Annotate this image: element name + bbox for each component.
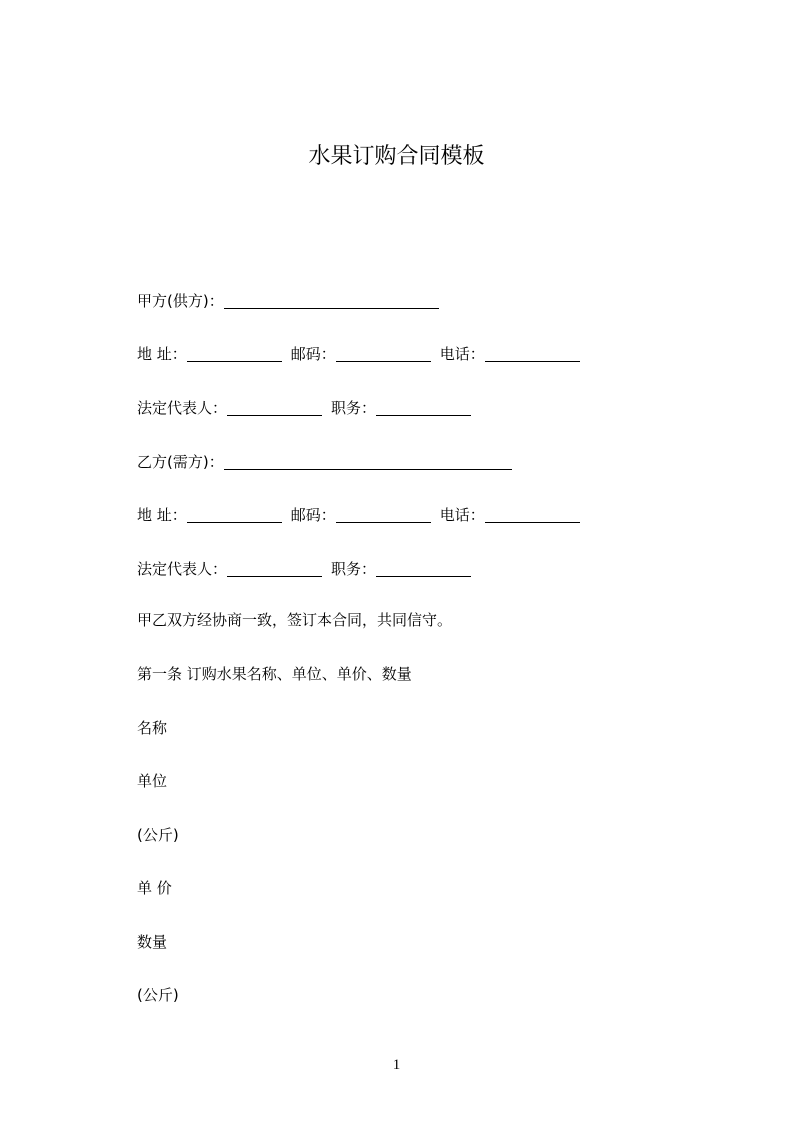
party-b-rep-label: 法定代表人： bbox=[137, 560, 228, 578]
party-b-phone-field[interactable] bbox=[485, 504, 580, 523]
party-a-rep-line bbox=[137, 397, 471, 419]
party-a-position-field[interactable] bbox=[376, 397, 471, 416]
column-unit: 单位 bbox=[137, 772, 168, 790]
party-b-rep-field[interactable] bbox=[227, 558, 322, 577]
party-a-address-field[interactable] bbox=[187, 343, 282, 362]
party-b-label: 乙方(需方)： bbox=[137, 453, 224, 471]
party-b-name-field[interactable] bbox=[224, 451, 512, 470]
party-a-position-label: 职务： bbox=[331, 399, 377, 417]
agreement-text: 甲乙双方经协商一致，签订本合同，共同信守。 bbox=[137, 611, 453, 629]
page-number: 1 bbox=[392, 1057, 401, 1073]
party-a-contact-line bbox=[137, 343, 580, 365]
party-a-line bbox=[137, 290, 439, 312]
column-unit-sub: (公斤) bbox=[137, 826, 179, 844]
party-b-position-label: 职务： bbox=[331, 560, 377, 578]
party-b-contact-line bbox=[137, 504, 580, 526]
party-a-rep-label: 法定代表人： bbox=[137, 399, 228, 417]
party-b-postcode-label: 邮码： bbox=[290, 506, 336, 524]
party-b-phone-label: 电话： bbox=[439, 506, 485, 524]
column-quantity-sub: (公斤) bbox=[137, 986, 179, 1004]
party-a-rep-field[interactable] bbox=[227, 397, 322, 416]
document-title: 水果订购合同模板 bbox=[308, 144, 485, 169]
party-a-address-label: 地 址： bbox=[137, 345, 187, 363]
party-a-postcode-label: 邮码： bbox=[290, 345, 336, 363]
party-a-phone-field[interactable] bbox=[485, 343, 580, 362]
party-b-postcode-field[interactable] bbox=[336, 504, 431, 523]
party-b-address-label: 地 址： bbox=[137, 506, 187, 524]
party-a-name-field[interactable] bbox=[224, 290, 439, 309]
party-b-position-field[interactable] bbox=[376, 558, 471, 577]
column-price: 单 价 bbox=[137, 879, 172, 897]
party-b-rep-line bbox=[137, 558, 471, 580]
column-name: 名称 bbox=[137, 719, 168, 737]
party-a-postcode-field[interactable] bbox=[336, 343, 431, 362]
party-a-phone-label: 电话： bbox=[439, 345, 485, 363]
article-1-heading: 第一条 订购水果名称、单位、单价、数量 bbox=[137, 665, 412, 683]
party-b-line bbox=[137, 451, 512, 473]
column-quantity: 数量 bbox=[137, 933, 168, 951]
party-b-address-field[interactable] bbox=[187, 504, 282, 523]
party-a-label: 甲方(供方)： bbox=[137, 292, 224, 310]
